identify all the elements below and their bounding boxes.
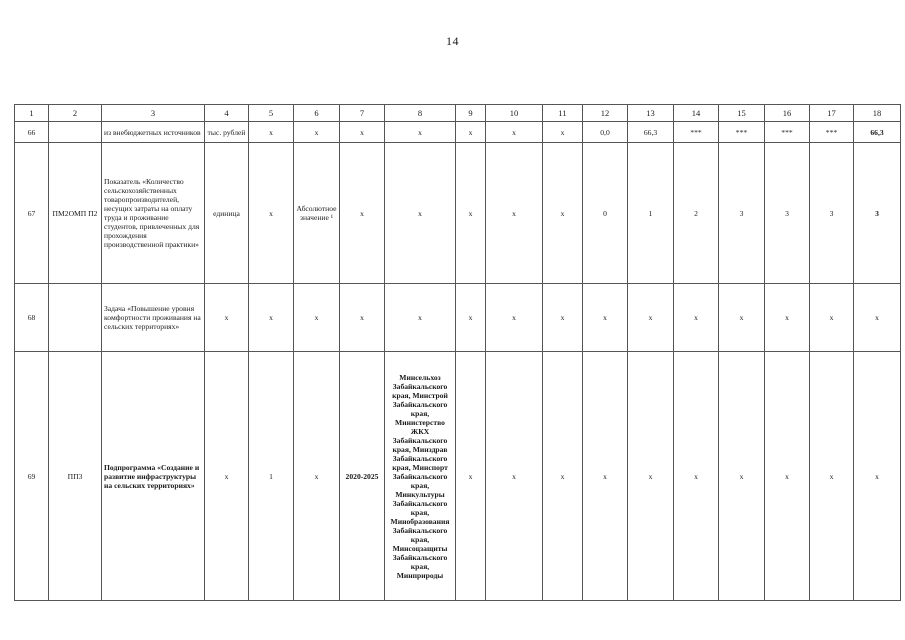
table-cell: *** <box>674 122 719 143</box>
column-header: 16 <box>765 105 810 122</box>
table-cell: х <box>385 284 456 352</box>
row-description: Подпрограмма «Создание и развитие инфраструктуры на сельских территориях» <box>102 352 205 601</box>
row-description: Показатель «Количество сельскохозяйственных товаропроизводителей, несущих затраты на оплату труда и проживание студентов, привлеченных для прохождения производственной практики» <box>102 143 205 284</box>
table-cell: х <box>249 143 294 284</box>
column-header: 2 <box>49 105 102 122</box>
column-header: 9 <box>456 105 486 122</box>
table-cell: х <box>340 122 385 143</box>
column-header: 13 <box>628 105 674 122</box>
table-cell: х <box>249 122 294 143</box>
table-row <box>15 122 901 143</box>
table-cell: *** <box>765 122 810 143</box>
table-cell: 66,3 <box>854 122 901 143</box>
table-cell: х <box>628 284 674 352</box>
column-header: 15 <box>719 105 765 122</box>
column-header: 14 <box>674 105 719 122</box>
page-number: 14 <box>446 34 459 48</box>
table-cell: х <box>294 284 340 352</box>
table-cell: х <box>486 122 543 143</box>
table-cell: х <box>674 284 719 352</box>
table-cell: х <box>810 284 854 352</box>
table-cell: 3 <box>854 143 901 284</box>
program-table <box>14 104 901 601</box>
column-header: 17 <box>810 105 854 122</box>
table-cell: х <box>719 352 765 601</box>
table-cell: 3 <box>810 143 854 284</box>
table-cell: х <box>456 122 486 143</box>
table-cell <box>49 122 102 143</box>
table-cell: х <box>385 143 456 284</box>
column-header: 12 <box>583 105 628 122</box>
table-cell: х <box>456 284 486 352</box>
column-header: 10 <box>486 105 543 122</box>
column-header: 4 <box>205 105 249 122</box>
table-cell: х <box>385 122 456 143</box>
table-cell: 2 <box>674 143 719 284</box>
table-cell: х <box>486 352 543 601</box>
table-cell: х <box>456 143 486 284</box>
table-cell: х <box>294 352 340 601</box>
header-row <box>15 105 901 122</box>
column-header: 1 <box>15 105 49 122</box>
column-header: 6 <box>294 105 340 122</box>
table-cell: *** <box>719 122 765 143</box>
table-cell: 0 <box>583 143 628 284</box>
table-cell: х <box>583 352 628 601</box>
row-description: Задача «Повышение уровня комфортности проживания на сельских территориях» <box>102 284 205 352</box>
table-cell: х <box>486 284 543 352</box>
row-number: 66 <box>15 122 49 143</box>
table-cell: ПП3 <box>49 352 102 601</box>
table-cell: 1 <box>628 143 674 284</box>
column-header: 3 <box>102 105 205 122</box>
table-cell: х <box>543 122 583 143</box>
table-cell: х <box>340 143 385 284</box>
table-cell: 1 <box>249 352 294 601</box>
table-cell: х <box>854 352 901 601</box>
column-header: 8 <box>385 105 456 122</box>
table-cell: х <box>543 284 583 352</box>
table-cell: 2020-2025 <box>340 352 385 601</box>
column-header: 5 <box>249 105 294 122</box>
table-cell: х <box>456 352 486 601</box>
table-cell: 3 <box>765 143 810 284</box>
table-cell: х <box>674 352 719 601</box>
table-cell: х <box>249 284 294 352</box>
table-cell: х <box>543 352 583 601</box>
table-cell: х <box>765 352 810 601</box>
table-cell <box>49 284 102 352</box>
table-cell: тыс. рублей <box>205 122 249 143</box>
table-cell: *** <box>810 122 854 143</box>
table-row <box>15 143 901 284</box>
table-cell: х <box>810 352 854 601</box>
table-row <box>15 352 901 601</box>
table-cell: ПМ2ОМП П2 <box>49 143 102 284</box>
column-header: 7 <box>340 105 385 122</box>
table-cell: Абсолютное значение ¹ <box>294 143 340 284</box>
table-cell: х <box>486 143 543 284</box>
row-description: из внебюджетных источников <box>102 122 205 143</box>
table-cell: х <box>628 352 674 601</box>
table-cell: 66,3 <box>628 122 674 143</box>
table-cell: х <box>719 284 765 352</box>
column-header: 11 <box>543 105 583 122</box>
table-cell: х <box>205 352 249 601</box>
table-cell: х <box>294 122 340 143</box>
table-cell: х <box>205 284 249 352</box>
table-cell: х <box>543 143 583 284</box>
table-cell: х <box>340 284 385 352</box>
table-cell: 0,0 <box>583 122 628 143</box>
table-cell: 3 <box>719 143 765 284</box>
column-header: 18 <box>854 105 901 122</box>
row-number: 69 <box>15 352 49 601</box>
table-row <box>15 284 901 352</box>
table-cell: х <box>583 284 628 352</box>
table-cell: х <box>854 284 901 352</box>
responsible-executors: Минсельхоз Забайкальского края, Минстрой Забайкальского края, Министерство ЖКХ Забайкальского края, Минздрав Забайкальского края, Минспорт Забайкальского края, Минкультуры Забайкальского края, Минобразования Забайкальского края, Минсоцзащиты Забайкальского края, Минприроды <box>385 352 456 601</box>
table-cell: единица <box>205 143 249 284</box>
row-number: 67 <box>15 143 49 284</box>
table-cell: х <box>765 284 810 352</box>
row-number: 68 <box>15 284 49 352</box>
